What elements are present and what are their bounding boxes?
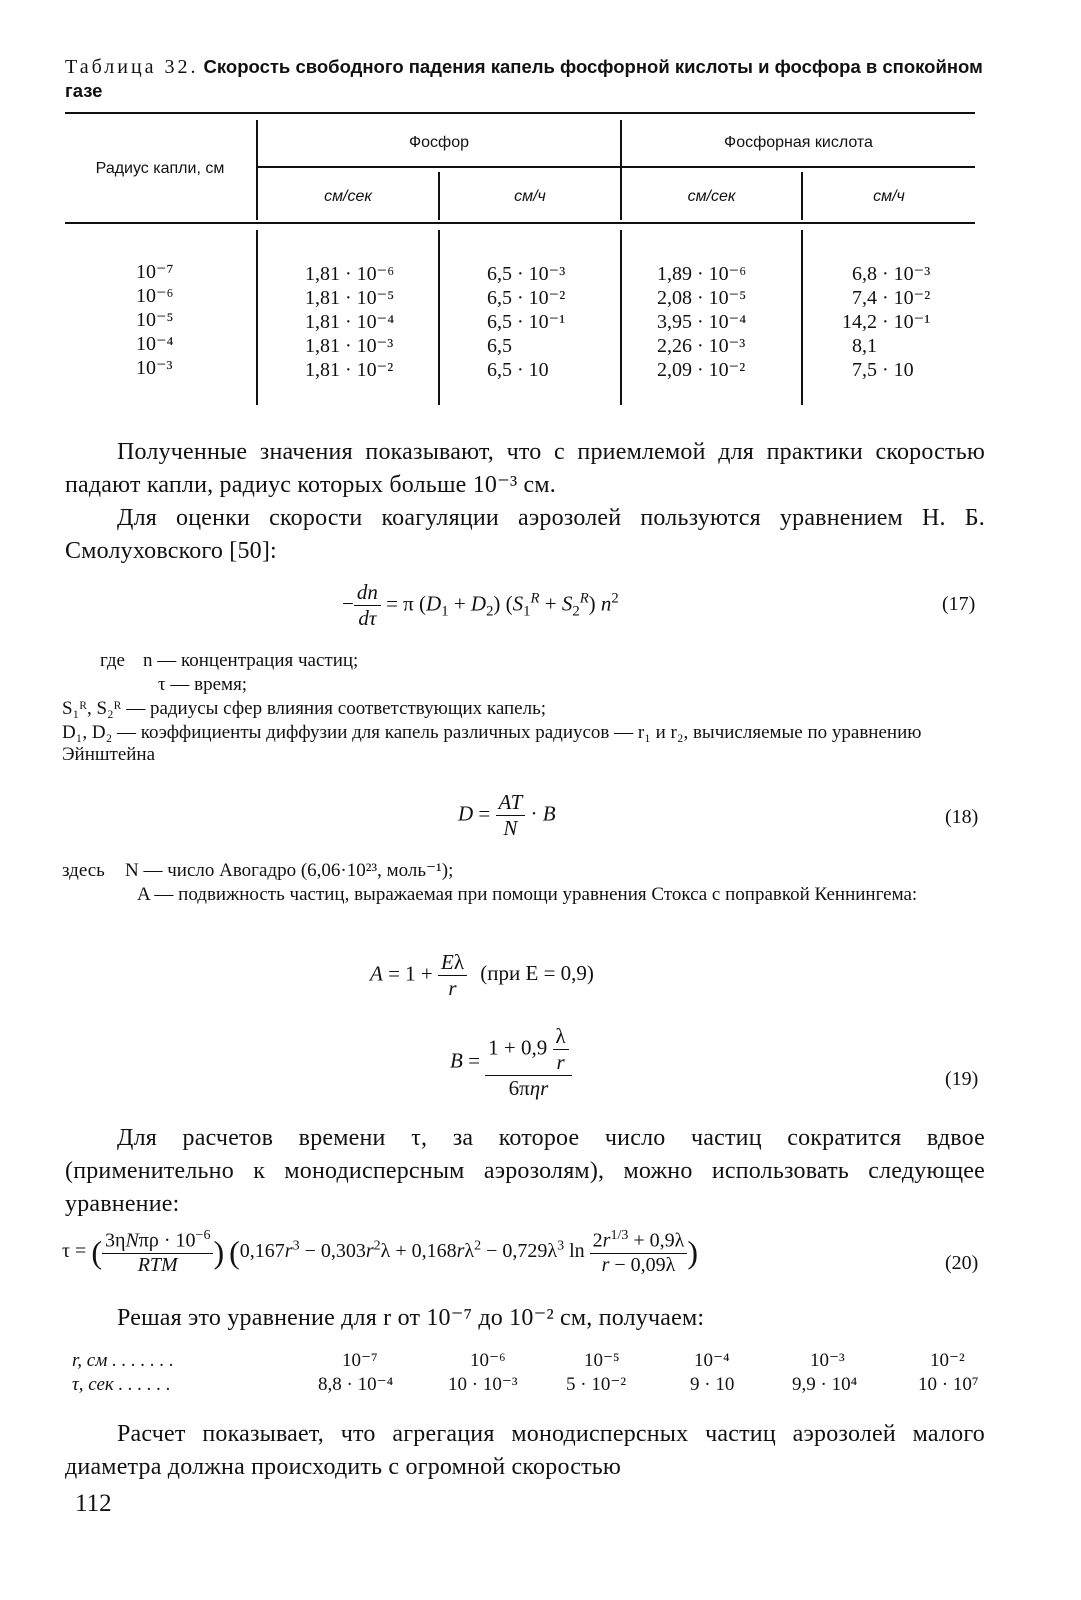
table-cell: 8,1 [852, 335, 877, 357]
table-cell-radius: 10⁻³ [136, 357, 173, 379]
table-cell: 1,89 · 10⁻⁶ [657, 263, 747, 285]
table-cell: 14,2 · 10⁻¹ [842, 311, 931, 333]
results-value: 10⁻² [930, 1350, 965, 1371]
equation-20: τ = ( $\frac{3\eta N\pi\rho \cdot 10^{-6}}{\text{RTM}}$ ) ($0,167r^3 - 0,303r^2\lambda + 0,168r\lambda^2 - 0,729\lambda^3$ ln $\frac{2r^{1/3} + 0,9\lambda}{r - 0,09\lambda}$ ) [62, 1228, 698, 1276]
table-cell: 7,4 · 10⁻² [852, 287, 931, 309]
table-header-unit: см/сек [324, 188, 372, 205]
table-cell: 1,81 · 10⁻⁴ [305, 311, 395, 333]
table-cell: 6,5 · 10⁻¹ [487, 311, 566, 333]
definition-line: τ — время; [158, 674, 248, 695]
table-cell: 6,8 · 10⁻³ [852, 263, 931, 285]
equation-18: D = $\frac{AT}{N}$ · B [458, 790, 556, 840]
results-value: 10⁻⁵ [584, 1350, 620, 1371]
equation-a: A = 1 + $\frac{E\lambda}{r}$ (при E = 0,9) [370, 950, 594, 1000]
table-header-radius: Радиус капли, см [95, 160, 225, 177]
results-value: 10 · 10⁷ [918, 1374, 979, 1395]
table-cell: 2,09 · 10⁻² [657, 359, 746, 381]
table-col-divider [620, 230, 622, 405]
equation-number: (17) [942, 593, 976, 615]
table-caption [65, 55, 1010, 103]
table-caption-text: Скорость свободного падения капель фосфорной кислоты и фосфора в спокойном газе [65, 56, 983, 101]
equation-number: (18) [945, 806, 979, 828]
equation-number: (19) [945, 1068, 979, 1090]
table-cell: 2,26 · 10⁻³ [657, 335, 746, 357]
table-header-unit: см/сек [687, 188, 736, 205]
paragraph: Решая это уравнение для r от 10⁻⁷ до 10⁻² см, получаем: [117, 1305, 705, 1331]
paragraph: Полученные значения показывают, что с приемлемой для практики скоростью падают капли, радиус которых больше 10⁻³ см. [65, 439, 985, 498]
results-label: r, см . . . . . . . [72, 1350, 174, 1371]
table-header-rule [65, 222, 975, 224]
paragraph: Расчет показывает, что агрегация монодисперсных частиц аэрозолей малого диаметра должна происходить с огромной скоростью [65, 1421, 985, 1480]
definition-line: A — подвижность частиц, выражаемая при помощи уравнения Стокса с поправкой Кеннингема: [137, 884, 918, 905]
definition-line: N — число Авогадро (6,06·10²³, моль⁻¹); [125, 860, 454, 881]
table-cell-radius: 10⁻⁶ [136, 285, 174, 307]
equation-number: (20) [945, 1252, 979, 1274]
table-col-divider [256, 230, 258, 405]
definition-line: D₁, D₂ — коэффициенты диффузии для капель различных радиусов — r₁ и r₂, вычисляемые по уравнению Эйнштейна [62, 722, 922, 765]
table-cell: 1,81 · 10⁻² [305, 359, 394, 381]
table-group-rule [258, 166, 975, 168]
results-value: 5 · 10⁻² [566, 1374, 627, 1395]
equation-19: B = 1 + 0,9 $\frac{\lambda}{r}$ 6πηr [450, 1024, 572, 1101]
equation-note: (при E = 0,9) [480, 961, 594, 986]
table-cell: 1,81 · 10⁻⁵ [305, 287, 395, 309]
table-col-divider [438, 230, 440, 405]
table-header-phosphor: Фосфор [408, 134, 470, 151]
table-top-rule [65, 112, 975, 114]
table-cell: 1,81 · 10⁻⁶ [305, 263, 395, 285]
page-number: 112 [75, 1490, 112, 1517]
table-cell: 6,5 [487, 335, 512, 357]
table-cell-radius: 10⁻⁴ [136, 333, 174, 355]
table-cell: 7,5 · 10 [852, 359, 914, 381]
table-header-unit: см/ч [873, 188, 905, 205]
results-value: 10⁻³ [810, 1350, 845, 1371]
paragraph: Для расчетов времени τ, за которое число частиц сократится вдвое (применительно к монодисперсным аэрозолям), можно использовать следующее уравнение: [65, 1125, 985, 1217]
table-header-acid: Фосфорная кислота [724, 134, 873, 151]
results-value: 9 · 10 [690, 1374, 735, 1395]
results-value: 8,8 · 10⁻⁴ [318, 1374, 394, 1395]
results-value: 10 · 10⁻³ [448, 1374, 518, 1395]
results-value: 9,9 · 10⁴ [792, 1374, 858, 1395]
results-value: 10⁻⁶ [470, 1350, 506, 1371]
table-cell: 1,81 · 10⁻³ [305, 335, 394, 357]
definition-line: S₁ᴿ, S₂ᴿ — радиусы сфер влияния соответствующих капель; [62, 698, 547, 719]
table-cell-radius: 10⁻⁵ [136, 309, 174, 331]
table-cell: 6,5 · 10 [487, 359, 549, 381]
table-cell: 3,95 · 10⁻⁴ [657, 311, 747, 333]
table-caption-label: Таблица 32. [65, 56, 199, 78]
results-value: 10⁻⁷ [342, 1350, 378, 1371]
table-cell-radius: 10⁻⁷ [136, 261, 174, 283]
results-value: 10⁻⁴ [694, 1350, 730, 1371]
table-cell: 6,5 · 10⁻³ [487, 263, 566, 285]
table-cell: 2,08 · 10⁻⁵ [657, 287, 747, 309]
equation-17: − $\frac{dn}{d\tau}$ = π $(D_1 + D_2) (S_1^R + S_2^R)$ $n^2$ [342, 580, 619, 630]
definition-label: здесь [62, 860, 105, 881]
table-col-divider [801, 230, 803, 405]
definition-label: где [100, 650, 125, 671]
definition-line: n — концентрация частиц; [143, 650, 359, 671]
table-cell: 6,5 · 10⁻² [487, 287, 566, 309]
results-label: τ, сек . . . . . . [72, 1374, 171, 1395]
table-header-unit: см/ч [514, 188, 546, 205]
paragraph: Для оценки скорости коагуляции аэрозолей пользуются уравнением Н. Б. Смолуховского [50]: [65, 505, 985, 564]
